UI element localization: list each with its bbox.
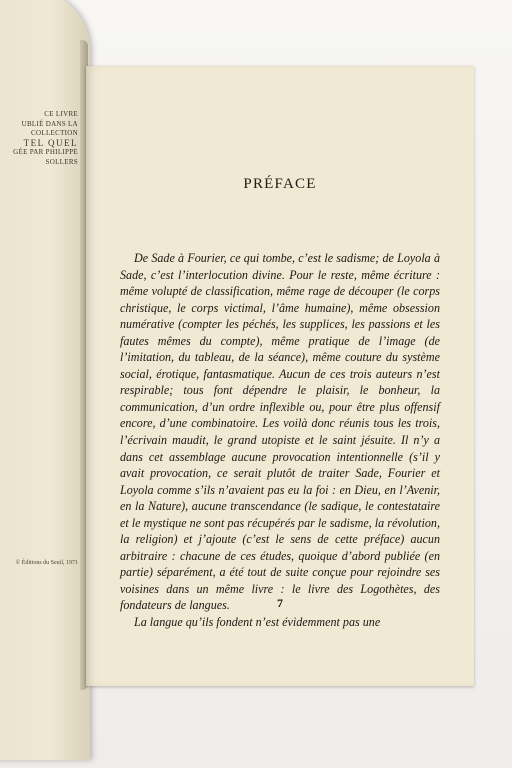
colophon [0,110,78,167]
paragraph: De Sade à Fourier, ce qui tombe, c’est le sadisme; de Loyola à Sade, c’est l’interlocution divine. Pour le reste, même écriture : même volupté de classification, même rage de découper (le corps christique, le corps victimal, l’âme humaine), même obsession numérative (compter les péchés, les supplices, les passions et les fautes mêmes du compte), même pratique de l’image (de l’imitation, du tableau, de la séance), même couture du système social, érotique, fantasmatique. Aucun de ces trois auteurs n’est respirable; tous font dépendre le plaisir, le bonheur, la communication, d’un ordre inflexible ou, pour être plus offensif encore, d’une combinatoire. Les voilà donc réunis tous les trois, l’écrivain maudit, le grand utopiste et le saint jésuite. Il n’y a dans cet assemblage aucune provocation intentionnelle (s’il y avait provocation, ce serait plutôt de traiter Sade, Fourier et Loyola comme s’ils n’avaient pas eu la foi : en Dieu, en l’Avenir, en la Nature), aucune transcendance (le sadique, le contestataire et le mystique ne sont pas récupérés par le sadisme, la révolution, la religion) et j’ajoute (c’est le sens de cette préface) aucun arbitraire : chacune de ces études, quoique d’abord publiée (en partie) séparément, a été tout de suite conçue pour rejoindre ses voisines dans un même livre : le livre des Logothètes, des fondateurs de langues. [120,251,440,613]
colophon-line: CE LIVRE [44,110,78,118]
copyright-notice: © Éditions du Seuil, 1971 [15,560,78,566]
body-text [120,250,440,631]
page-number: 7 [277,596,283,610]
paragraph: La langue qu’ils fondent n’est évidemment pas une [134,615,381,630]
colophon-line: UBLIÉ DANS LA COLLECTION [21,119,78,137]
collection-name: TEL QUEL [23,137,78,148]
page-title: PRÉFACE [243,176,317,192]
colophon-line: GÉE PAR PHILIPPE SOLLERS [13,148,78,166]
right-page [86,66,474,686]
